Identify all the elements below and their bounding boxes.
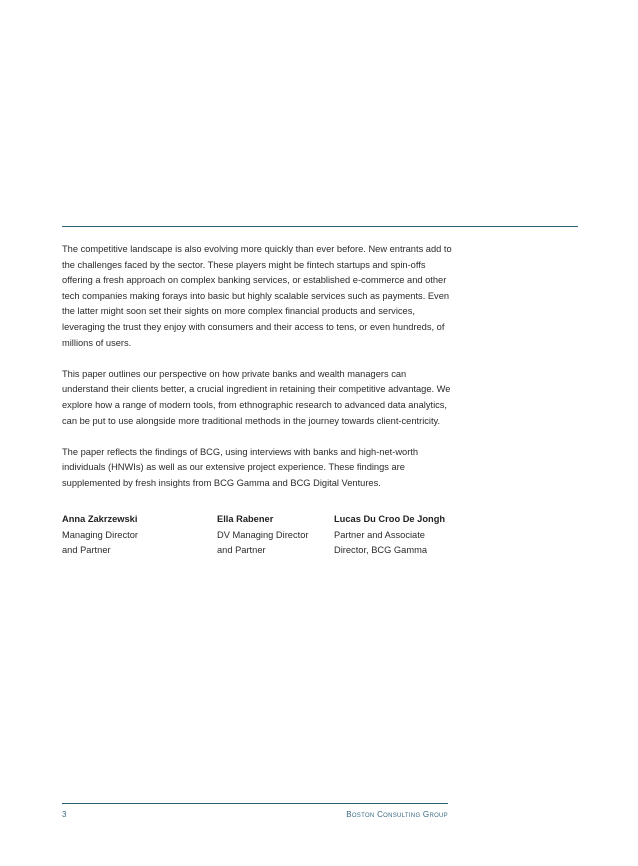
signatory-lucas-du-croo-de-jongh xyxy=(334,512,445,559)
signatory-ella-rabener xyxy=(217,512,308,559)
signatory-role: and Partner xyxy=(217,545,266,556)
signatory-role: and Partner xyxy=(62,545,111,556)
signatory-role: Managing Director xyxy=(62,529,138,540)
footer-divider xyxy=(62,803,448,804)
signatory-name: Ella Rabener xyxy=(217,514,274,524)
signatory-anna-zakrzewski xyxy=(62,512,138,559)
paragraph-competitive-landscape: The competitive landscape is also evolving more quickly than ever before. New entrants add to the challenges faced by the sector. These players might be fintech startups and spin-offs offering a fresh approach on complex banking services, or established e-commerce and other tech companies making forays into basic but highly scalable services such as payments. Even the latter might soon set their sights on more complex financial products and services, leveraging the trust they enjoy with consumers and their access to tens, or even hundreds, of millions of users. xyxy=(62,244,452,348)
signatory-name: Lucas Du Croo De Jongh xyxy=(334,514,446,524)
paragraph-paper-outline: This paper outlines our perspective on how private banks and wealth managers can understand their clients better, a crucial ingredient in retaining their competitive advantage. We explore how a range of modern tools, from ethnographic research to advanced data analytics, can be put to use alongside more traditional methods in the journey towards client-centricity. xyxy=(62,368,451,426)
signatory-name: Anna Zakrzewski xyxy=(62,514,138,524)
signatory-role: DV Managing Director xyxy=(217,529,309,540)
page-number: 3 xyxy=(62,810,67,819)
body-text xyxy=(62,242,454,507)
signatory-role: Partner and Associate xyxy=(334,529,425,540)
signatory-role: Director, BCG Gamma xyxy=(334,545,427,556)
footer-organization: Boston Consulting Group xyxy=(346,810,448,819)
section-divider xyxy=(62,226,578,227)
paragraph-findings: The paper reflects the findings of BCG, using interviews with banks and high-net-worth individuals (HNWIs) as well as our extensive project experience. These findings are supplemented by fresh insights from BCG Gamma and BCG Digital Ventures. xyxy=(62,446,419,488)
